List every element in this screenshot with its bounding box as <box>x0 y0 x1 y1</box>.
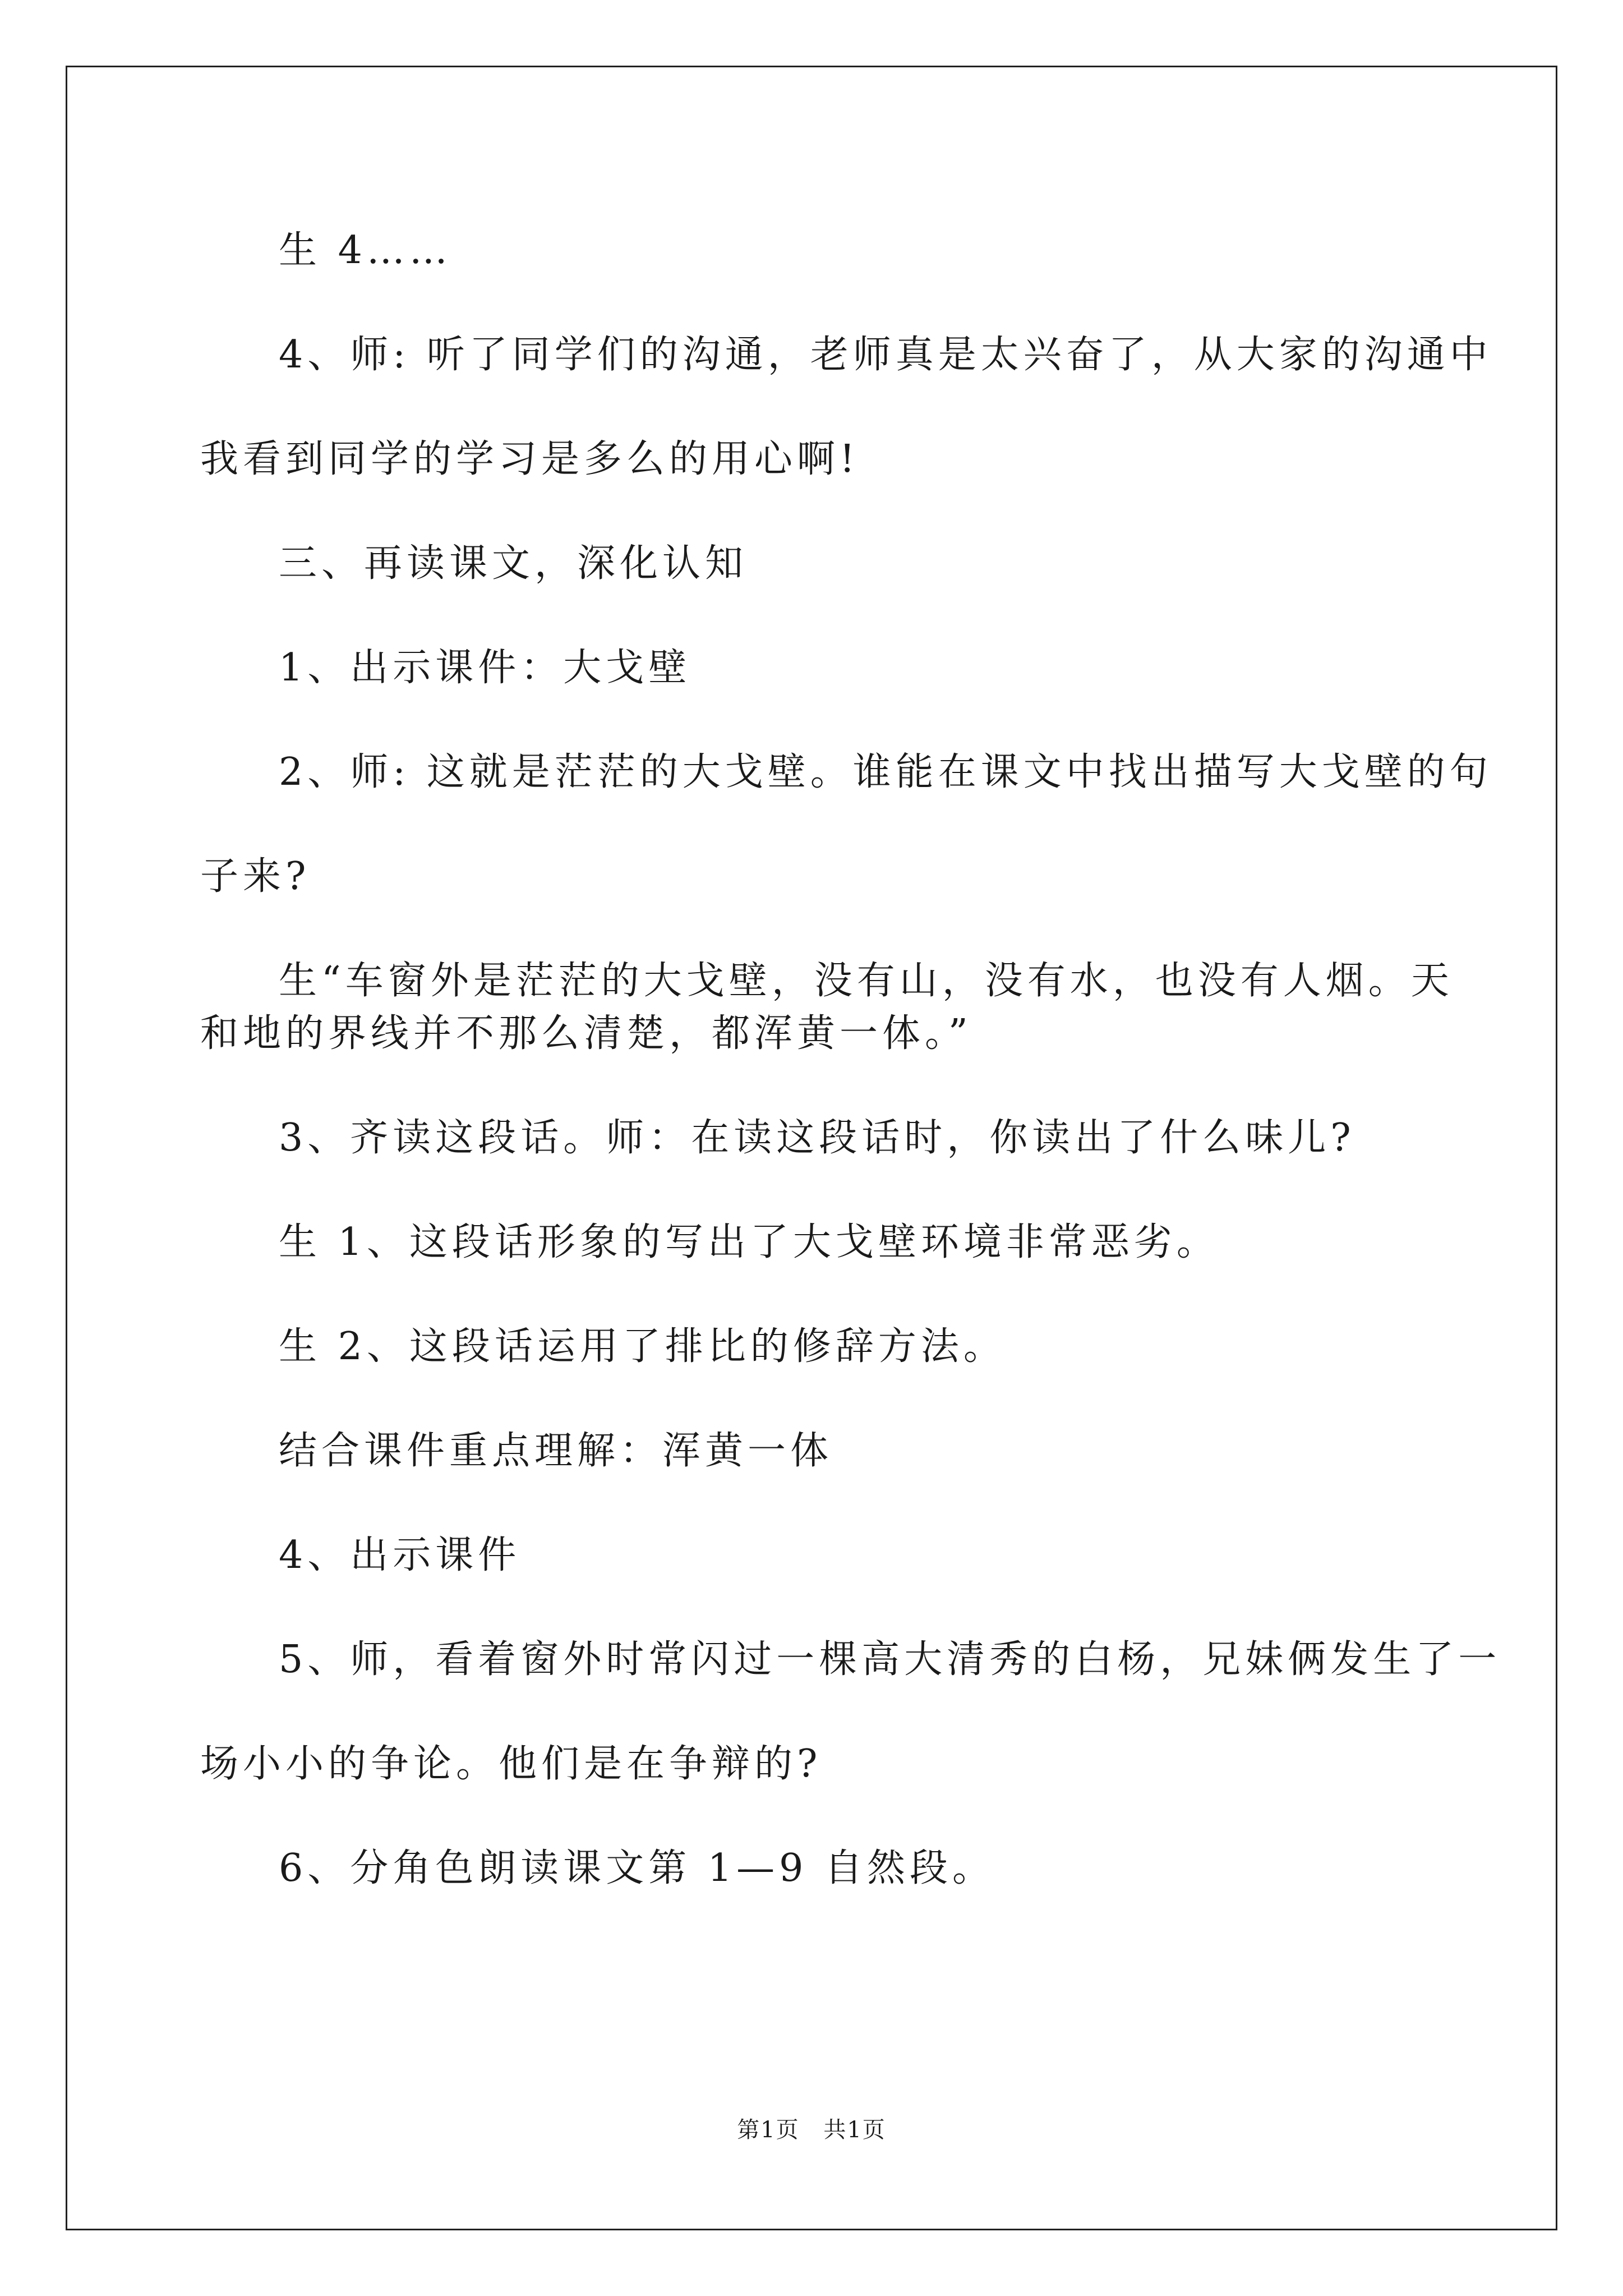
paragraph <box>200 642 1434 694</box>
paragraph <box>200 1634 1501 1686</box>
paragraph <box>200 224 1434 277</box>
paragraph-line: 生 4…… <box>279 228 452 273</box>
document-body <box>200 224 1501 1895</box>
paragraph-line: 结合课件重点理解：浑黄一体 <box>279 1429 833 1473</box>
page-total: 共1页 <box>823 2117 886 2143</box>
paragraph <box>200 1842 1434 1895</box>
paragraph-line: 生 1、这段话形象的写出了大戈壁环境非常恶劣。 <box>279 1220 1219 1264</box>
paragraph-line: 4、出示课件 <box>279 1533 521 1577</box>
paragraph <box>200 1425 1434 1478</box>
paragraph <box>200 746 1492 799</box>
paragraph-continuation <box>200 1738 1434 1791</box>
paragraph <box>200 1112 1434 1165</box>
paragraph-line: 3、齐读这段话。师：在读这段话时，你读出了什么味儿? <box>279 1116 1355 1160</box>
paragraph-line: 生 2、这段话运用了排比的修辞方法。 <box>279 1324 1006 1369</box>
paragraph-line: 生“车窗外是茫茫的大戈壁，没有山，没有水，也没有人烟。天 <box>279 959 1454 1003</box>
paragraph <box>200 955 1454 1007</box>
paragraph-continuation <box>200 850 1434 903</box>
paragraph-line: 和地的界线并不那么清楚，都浑黄一体。” <box>200 1011 972 1056</box>
paragraph <box>200 1216 1434 1269</box>
paragraph-line: 2、师: 这就是茫茫的大戈壁。谁能在课文中找出描写大戈壁的句 <box>279 750 1492 794</box>
paragraph-line: 场小小的争论。他们是在争辩的? <box>200 1742 822 1786</box>
paragraph-line: 三、再读课文，深化认知 <box>279 541 748 586</box>
paragraph-line: 子来? <box>200 854 311 899</box>
paragraph-line: 4、师: 听了同学们的沟通，老师真是太兴奋了，从大家的沟通中 <box>279 333 1492 377</box>
paragraph-line: 我看到同学的学习是多么的用心啊! <box>200 437 860 481</box>
page-number: 第1页 <box>737 2117 800 2143</box>
section-heading <box>200 537 1434 590</box>
paragraph <box>200 1529 1434 1582</box>
paragraph-line: 6、分角色朗读课文第 1—9 自然段。 <box>279 1846 995 1890</box>
paragraph-continuation <box>200 1007 1434 1060</box>
page-footer <box>0 2112 1623 2144</box>
paragraph <box>200 1320 1434 1373</box>
paragraph-line: 1、出示课件：大戈壁 <box>279 646 691 690</box>
paragraph-continuation <box>200 433 1434 486</box>
paragraph-line: 5、师，看着窗外时常闪过一棵高大清秀的白杨，兄妹俩发生了一 <box>279 1637 1501 1682</box>
paragraph <box>200 329 1492 381</box>
